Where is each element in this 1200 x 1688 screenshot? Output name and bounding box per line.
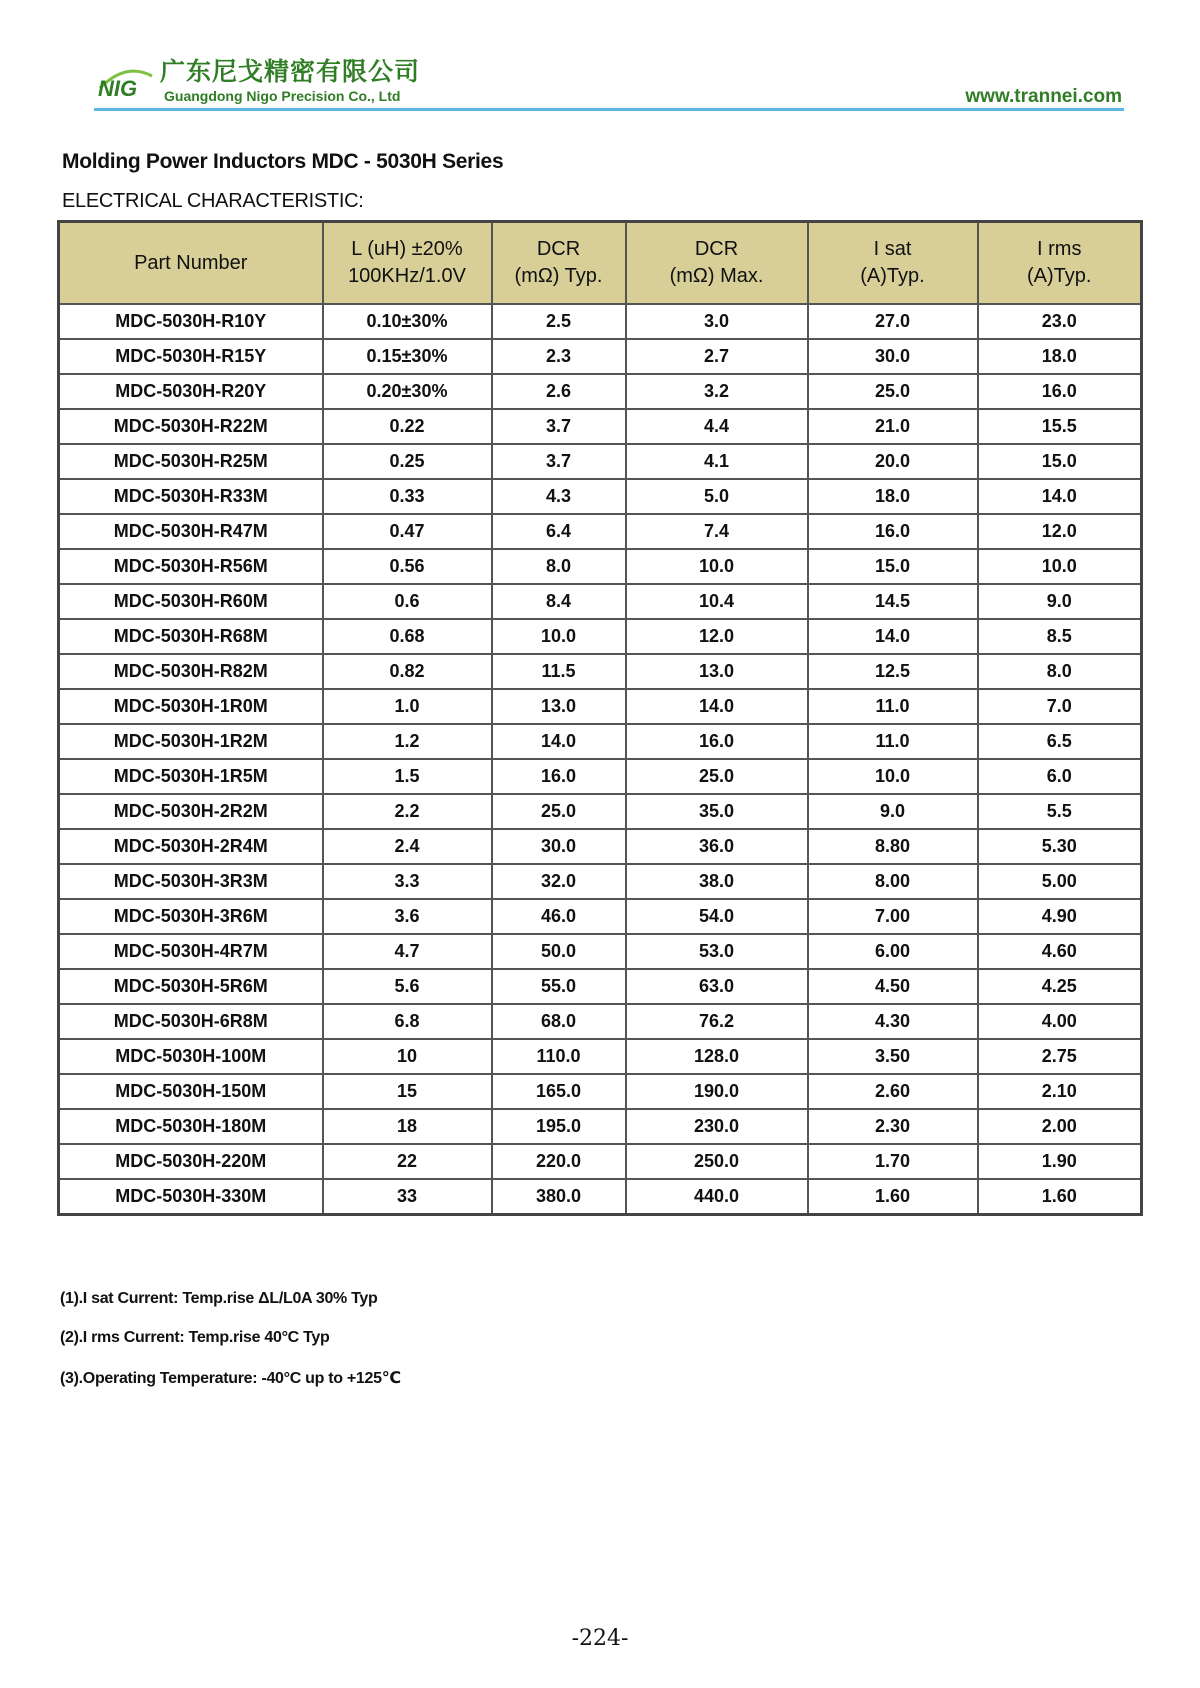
header-irms-line: (A)Typ.: [1027, 265, 1092, 287]
table-header-row: [59, 222, 1142, 305]
cell-inductance: 18: [323, 1109, 492, 1144]
cell-inductance: 0.20±30%: [323, 374, 492, 409]
table-row: [59, 1109, 1142, 1144]
cell-irms: 6.5: [978, 724, 1142, 759]
cell-dcr-max: 53.0: [626, 934, 808, 969]
cell-irms: 7.0: [978, 689, 1142, 724]
table-row: [59, 864, 1142, 899]
cell-isat: 3.50: [808, 1039, 978, 1074]
table-row: [59, 724, 1142, 759]
cell-dcr-typ: 3.7: [492, 444, 626, 479]
table-row: [59, 829, 1142, 864]
cell-isat: 16.0: [808, 514, 978, 549]
logo-text: NIG: [98, 76, 138, 100]
cell-inductance: 0.10±30%: [323, 304, 492, 339]
cell-isat: 11.0: [808, 689, 978, 724]
table-row: [59, 969, 1142, 1004]
cell-isat: 10.0: [808, 759, 978, 794]
cell-dcr-max: 10.0: [626, 549, 808, 584]
cell-isat: 30.0: [808, 339, 978, 374]
cell-part-number: MDC-5030H-R25M: [59, 444, 323, 479]
cell-irms: 2.75: [978, 1039, 1142, 1074]
cell-inductance: 3.6: [323, 899, 492, 934]
cell-isat: 15.0: [808, 549, 978, 584]
cell-part-number: MDC-5030H-R22M: [59, 409, 323, 444]
cell-dcr-max: 5.0: [626, 479, 808, 514]
cell-irms: 8.5: [978, 619, 1142, 654]
cell-isat: 1.60: [808, 1179, 978, 1215]
cell-irms: 5.30: [978, 829, 1142, 864]
cell-dcr-max: 2.7: [626, 339, 808, 374]
cell-irms: 10.0: [978, 549, 1142, 584]
cell-dcr-typ: 380.0: [492, 1179, 626, 1215]
cell-isat: 4.50: [808, 969, 978, 1004]
cell-inductance: 5.6: [323, 969, 492, 1004]
cell-inductance: 1.5: [323, 759, 492, 794]
cell-irms: 18.0: [978, 339, 1142, 374]
cell-irms: 6.0: [978, 759, 1142, 794]
cell-inductance: 22: [323, 1144, 492, 1179]
cell-dcr-max: 10.4: [626, 584, 808, 619]
cell-isat: 11.0: [808, 724, 978, 759]
cell-part-number: MDC-5030H-5R6M: [59, 969, 323, 1004]
cell-dcr-max: 13.0: [626, 654, 808, 689]
cell-isat: 14.0: [808, 619, 978, 654]
cell-part-number: MDC-5030H-220M: [59, 1144, 323, 1179]
cell-irms: 4.25: [978, 969, 1142, 1004]
cell-dcr-max: 35.0: [626, 794, 808, 829]
cell-dcr-typ: 16.0: [492, 759, 626, 794]
table-row: [59, 899, 1142, 934]
cell-inductance: 10: [323, 1039, 492, 1074]
cell-dcr-typ: 220.0: [492, 1144, 626, 1179]
cell-dcr-max: 4.1: [626, 444, 808, 479]
cell-irms: 9.0: [978, 584, 1142, 619]
table-row: [59, 1179, 1142, 1215]
cell-irms: 16.0: [978, 374, 1142, 409]
nig-logo-icon: [96, 66, 156, 100]
cell-dcr-typ: 3.7: [492, 409, 626, 444]
header-dcr-max-line: (mΩ) Max.: [669, 265, 764, 287]
table-row: [59, 479, 1142, 514]
cell-dcr-max: 4.4: [626, 409, 808, 444]
cell-isat: 2.60: [808, 1074, 978, 1109]
table-row: [59, 689, 1142, 724]
cell-dcr-max: 14.0: [626, 689, 808, 724]
cell-irms: 5.5: [978, 794, 1142, 829]
header-irms-line: I rms: [1037, 238, 1082, 260]
cell-inductance: 0.33: [323, 479, 492, 514]
cell-inductance: 2.4: [323, 829, 492, 864]
cell-irms: 15.5: [978, 409, 1142, 444]
cell-inductance: 0.25: [323, 444, 492, 479]
cell-inductance: 0.82: [323, 654, 492, 689]
cell-irms: 4.90: [978, 899, 1142, 934]
cell-dcr-typ: 68.0: [492, 1004, 626, 1039]
table-row: [59, 759, 1142, 794]
cell-dcr-typ: 2.6: [492, 374, 626, 409]
cell-dcr-typ: 110.0: [492, 1039, 626, 1074]
cell-part-number: MDC-5030H-R47M: [59, 514, 323, 549]
cell-inductance: 0.6: [323, 584, 492, 619]
cell-isat: 18.0: [808, 479, 978, 514]
cell-inductance: 0.68: [323, 619, 492, 654]
cell-dcr-typ: 8.0: [492, 549, 626, 584]
cell-part-number: MDC-5030H-R60M: [59, 584, 323, 619]
cell-irms: 23.0: [978, 304, 1142, 339]
note-irms: (2).I rms Current: Temp.rise 40°C Typ: [60, 1329, 330, 1346]
cell-dcr-max: 76.2: [626, 1004, 808, 1039]
table-row: [59, 409, 1142, 444]
cell-inductance: 15: [323, 1074, 492, 1109]
cell-part-number: MDC-5030H-R10Y: [59, 304, 323, 339]
cell-irms: 1.90: [978, 1144, 1142, 1179]
cell-part-number: MDC-5030H-330M: [59, 1179, 323, 1215]
cell-part-number: MDC-5030H-1R0M: [59, 689, 323, 724]
cell-inductance: 3.3: [323, 864, 492, 899]
cell-inductance: 1.2: [323, 724, 492, 759]
cell-dcr-max: 128.0: [626, 1039, 808, 1074]
cell-isat: 12.5: [808, 654, 978, 689]
cell-isat: 8.00: [808, 864, 978, 899]
header-isat: [808, 222, 978, 305]
cell-irms: 2.00: [978, 1109, 1142, 1144]
table-row: [59, 934, 1142, 969]
table-row: [59, 619, 1142, 654]
cell-dcr-typ: 14.0: [492, 724, 626, 759]
cell-part-number: MDC-5030H-R33M: [59, 479, 323, 514]
page-header: [96, 50, 1122, 110]
header-inductance-line: 100KHz/1.0V: [348, 265, 466, 287]
cell-isat: 8.80: [808, 829, 978, 864]
table-row: [59, 444, 1142, 479]
cell-isat: 9.0: [808, 794, 978, 829]
cell-isat: 2.30: [808, 1109, 978, 1144]
cell-dcr-max: 38.0: [626, 864, 808, 899]
header-part-number: [59, 222, 323, 305]
cell-isat: 14.5: [808, 584, 978, 619]
cell-part-number: MDC-5030H-R68M: [59, 619, 323, 654]
cell-inductance: 33: [323, 1179, 492, 1215]
cell-dcr-typ: 25.0: [492, 794, 626, 829]
cell-isat: 20.0: [808, 444, 978, 479]
cell-dcr-max: 230.0: [626, 1109, 808, 1144]
cell-part-number: MDC-5030H-R20Y: [59, 374, 323, 409]
cell-dcr-typ: 11.5: [492, 654, 626, 689]
cell-dcr-max: 12.0: [626, 619, 808, 654]
cell-inductance: 6.8: [323, 1004, 492, 1039]
cell-part-number: MDC-5030H-1R5M: [59, 759, 323, 794]
cell-isat: 1.70: [808, 1144, 978, 1179]
cell-isat: 27.0: [808, 304, 978, 339]
electrical-characteristics-table: [57, 220, 1143, 1216]
cell-dcr-typ: 55.0: [492, 969, 626, 1004]
cell-dcr-typ: 6.4: [492, 514, 626, 549]
cell-irms: 4.60: [978, 934, 1142, 969]
cell-part-number: MDC-5030H-100M: [59, 1039, 323, 1074]
cell-dcr-max: 54.0: [626, 899, 808, 934]
cell-dcr-typ: 50.0: [492, 934, 626, 969]
cell-dcr-max: 7.4: [626, 514, 808, 549]
notes: [60, 1290, 401, 1407]
cell-dcr-typ: 4.3: [492, 479, 626, 514]
cell-inductance: 2.2: [323, 794, 492, 829]
header-rule: [94, 108, 1124, 111]
cell-part-number: MDC-5030H-R56M: [59, 549, 323, 584]
cell-inductance: 0.22: [323, 409, 492, 444]
cell-part-number: MDC-5030H-2R4M: [59, 829, 323, 864]
cell-dcr-max: 250.0: [626, 1144, 808, 1179]
header-inductance-line: L (uH) ±20%: [351, 238, 463, 260]
cell-dcr-max: 3.2: [626, 374, 808, 409]
cell-dcr-typ: 13.0: [492, 689, 626, 724]
cell-part-number: MDC-5030H-R82M: [59, 654, 323, 689]
cell-part-number: MDC-5030H-6R8M: [59, 1004, 323, 1039]
header-dcr-max-line: DCR: [694, 238, 739, 260]
header-isat-line: I sat: [873, 238, 912, 260]
cell-dcr-max: 25.0: [626, 759, 808, 794]
cell-part-number: MDC-5030H-3R6M: [59, 899, 323, 934]
note-isat: (1).I sat Current: Temp.rise ΔL/L0A 30% Typ: [60, 1290, 378, 1307]
table-row: [59, 339, 1142, 374]
cell-dcr-max: 63.0: [626, 969, 808, 1004]
cell-dcr-typ: 30.0: [492, 829, 626, 864]
cell-irms: 14.0: [978, 479, 1142, 514]
cell-dcr-typ: 2.5: [492, 304, 626, 339]
cell-part-number: MDC-5030H-3R3M: [59, 864, 323, 899]
cell-part-number: MDC-5030H-4R7M: [59, 934, 323, 969]
table-body: [59, 304, 1142, 1215]
cell-inductance: 0.47: [323, 514, 492, 549]
cell-inductance: 1.0: [323, 689, 492, 724]
cell-isat: 25.0: [808, 374, 978, 409]
header-isat-line: (A)Typ.: [860, 265, 925, 287]
table-row: [59, 1144, 1142, 1179]
header-part-number-line: Part Number: [134, 251, 248, 274]
table-row: [59, 374, 1142, 409]
note-operating-temperature: (3).Operating Temperature: -40°C up to +125℃: [60, 1370, 401, 1387]
cell-part-number: MDC-5030H-1R2M: [59, 724, 323, 759]
section-label: ELECTRICAL CHARACTERISTIC:: [62, 190, 364, 212]
cell-irms: 4.00: [978, 1004, 1142, 1039]
series-title: Molding Power Inductors MDC - 5030H Series: [62, 150, 504, 173]
cell-isat: 21.0: [808, 409, 978, 444]
table-row: [59, 304, 1142, 339]
cell-irms: 1.60: [978, 1179, 1142, 1215]
cell-part-number: MDC-5030H-2R2M: [59, 794, 323, 829]
cell-dcr-max: 36.0: [626, 829, 808, 864]
cell-dcr-typ: 8.4: [492, 584, 626, 619]
table-row: [59, 654, 1142, 689]
cell-dcr-typ: 165.0: [492, 1074, 626, 1109]
cell-isat: 6.00: [808, 934, 978, 969]
table-row: [59, 794, 1142, 829]
cell-dcr-typ: 32.0: [492, 864, 626, 899]
cell-part-number: MDC-5030H-180M: [59, 1109, 323, 1144]
header-irms: [978, 222, 1142, 305]
company-name-en: Guangdong Nigo Precision Co., Ltd: [164, 88, 401, 104]
cell-dcr-max: 190.0: [626, 1074, 808, 1109]
website-link[interactable]: www.trannei.com: [965, 86, 1122, 107]
cell-dcr-typ: 2.3: [492, 339, 626, 374]
header-dcr-max: [626, 222, 808, 305]
cell-part-number: MDC-5030H-R15Y: [59, 339, 323, 374]
cell-irms: 5.00: [978, 864, 1142, 899]
header-inductance: [323, 222, 492, 305]
cell-isat: 7.00: [808, 899, 978, 934]
cell-dcr-max: 3.0: [626, 304, 808, 339]
table-row: [59, 1074, 1142, 1109]
cell-part-number: MDC-5030H-150M: [59, 1074, 323, 1109]
cell-dcr-max: 440.0: [626, 1179, 808, 1215]
company-name-cn: 广东尼戈精密有限公司: [160, 57, 421, 86]
table-row: [59, 549, 1142, 584]
page-number: -224-: [571, 1626, 629, 1651]
table-row: [59, 514, 1142, 549]
cell-irms: 12.0: [978, 514, 1142, 549]
cell-dcr-max: 16.0: [626, 724, 808, 759]
header-dcr-typ-line: (mΩ) Typ.: [514, 265, 603, 287]
table-row: [59, 1039, 1142, 1074]
cell-inductance: 4.7: [323, 934, 492, 969]
header-dcr-typ: [492, 222, 626, 305]
cell-irms: 15.0: [978, 444, 1142, 479]
cell-inductance: 0.15±30%: [323, 339, 492, 374]
table-row: [59, 1004, 1142, 1039]
cell-dcr-typ: 46.0: [492, 899, 626, 934]
cell-irms: 8.0: [978, 654, 1142, 689]
cell-dcr-typ: 10.0: [492, 619, 626, 654]
cell-dcr-typ: 195.0: [492, 1109, 626, 1144]
header-dcr-typ-line: DCR: [536, 238, 581, 260]
cell-isat: 4.30: [808, 1004, 978, 1039]
cell-inductance: 0.56: [323, 549, 492, 584]
table-row: [59, 584, 1142, 619]
cell-irms: 2.10: [978, 1074, 1142, 1109]
